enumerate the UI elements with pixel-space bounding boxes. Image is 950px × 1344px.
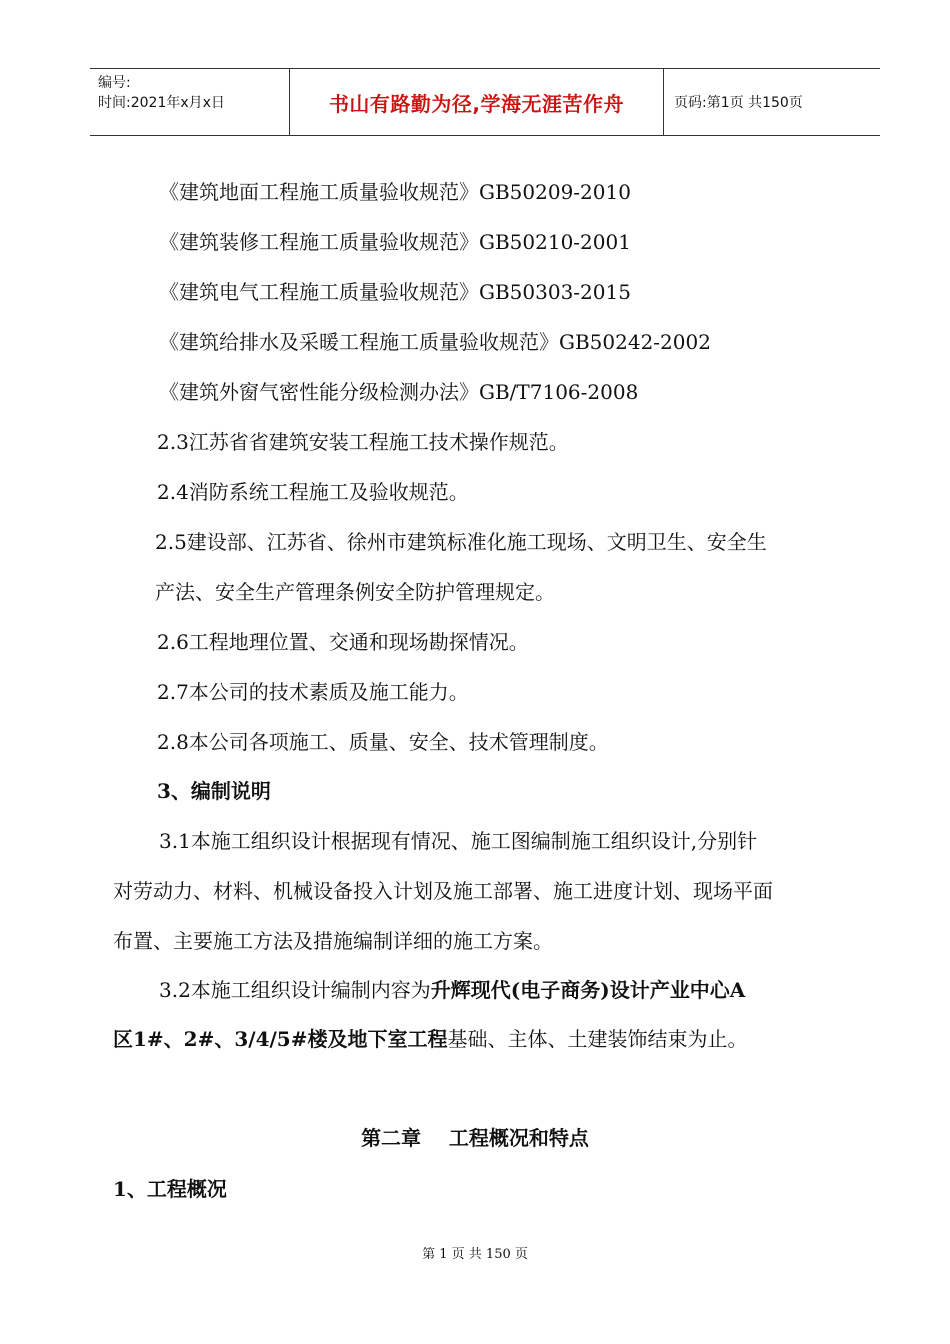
chapter-2-title: 第二章 工程概况和特点 <box>361 1126 589 1150</box>
para-3-1-line2: 对劳动力、材料、机械设备投入计划及施工部署、施工进度计划、现场平面 <box>113 879 773 903</box>
standard-line: 《建筑装修工程施工质量验收规范》GB50210-2001 <box>159 230 631 254</box>
para-3-2-line2 <box>113 1024 747 1054</box>
header-motto: 书山有路勤为径,学海无涯苦作舟 <box>290 69 664 135</box>
item-2-3: 2.3江苏省省建筑安装工程施工技术操作规范。 <box>157 430 569 454</box>
para-3-2-line1 <box>159 975 745 1005</box>
standard-line: 《建筑地面工程施工质量验收规范》GB50209-2010 <box>159 180 631 204</box>
item-2-5-line1: 2.5建设部、江苏省、徐州市建筑标准化施工现场、文明卫生、安全生 <box>155 530 767 554</box>
section-3-heading: 3、编制说明 <box>157 779 271 803</box>
section-1-heading: 1、工程概况 <box>113 1177 227 1201</box>
para-3-2-prefix: 3.2本施工组织设计编制内容为 <box>159 978 431 1002</box>
header-page-info: 页码:第1页 共150页 <box>674 95 803 111</box>
para-3-1-line3: 布置、主要施工方法及措施编制详细的施工方案。 <box>113 929 553 953</box>
item-2-8: 2.8本公司各项施工、质量、安全、技术管理制度。 <box>157 730 609 754</box>
header-meta <box>90 69 290 135</box>
item-2-7: 2.7本公司的技术素质及施工能力。 <box>157 680 469 704</box>
para-3-1-line1: 3.1本施工组织设计根据现有情况、施工图编制施工组织设计,分别针 <box>159 829 758 853</box>
item-2-4: 2.4消防系统工程施工及验收规范。 <box>157 480 469 504</box>
project-name-part2: 区1#、2#、3/4/5#楼及地下室工程 <box>113 1027 448 1051</box>
number-label: 编号: <box>98 75 131 91</box>
standard-line: 《建筑给排水及采暖工程施工质量验收规范》GB50242-2002 <box>159 330 711 354</box>
page-header <box>90 68 880 136</box>
item-2-6: 2.6工程地理位置、交通和现场勘探情况。 <box>157 630 529 654</box>
standard-line: 《建筑电气工程施工质量验收规范》GB50303-2015 <box>159 280 631 304</box>
item-2-5-line2: 产法、安全生产管理条例安全防护管理规定。 <box>155 580 555 604</box>
page-footer: 第 1 页 共 150 页 <box>422 1247 528 1262</box>
project-name-part1: 升辉现代(电子商务)设计产业中心A <box>430 978 746 1002</box>
standard-line: 《建筑外窗气密性能分级检测办法》GB/T7106-2008 <box>159 380 639 404</box>
time-label: 时间:2021年x月x日 <box>98 95 225 111</box>
para-3-2-suffix: 基础、主体、土建装饰结束为止。 <box>447 1027 748 1051</box>
